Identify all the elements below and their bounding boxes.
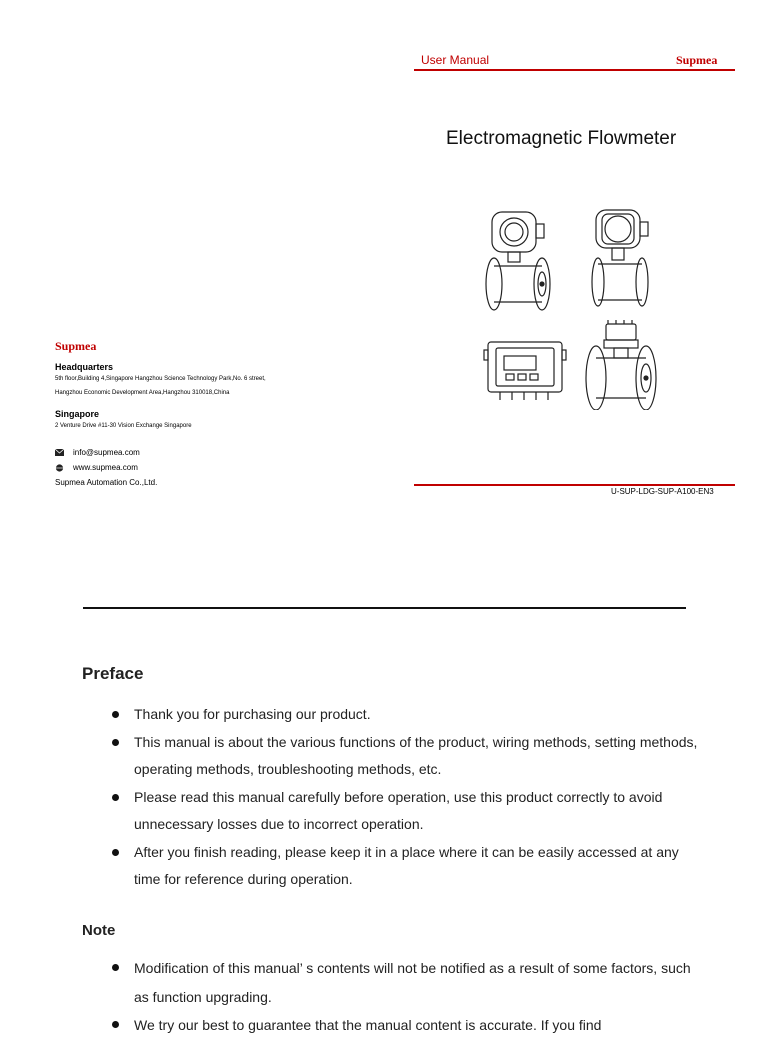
flowmeter-wallmount-converter-icon — [484, 342, 566, 400]
bullet-icon — [112, 1021, 119, 1028]
website-row — [55, 463, 138, 472]
headquarters-address-line1: 5th floor,Building 4,Singapore Hangzhou Science Technology Park,No. 6 street, — [55, 376, 266, 382]
flowmeter-split-type-icon — [586, 320, 656, 410]
list-item-text: Thank you for purchasing our product. — [134, 706, 371, 722]
mail-icon — [55, 449, 64, 456]
list-item — [110, 839, 700, 894]
product-images — [480, 200, 680, 410]
header-divider — [414, 69, 735, 71]
list-item — [110, 954, 700, 1011]
flowmeter-compact-icon — [592, 210, 648, 306]
company-name: Supmea Automation Co.,Ltd. — [55, 478, 158, 487]
headquarters-address-line2: Hangzhou Economic Development Area,Hangzhou 310018,China — [55, 390, 230, 396]
email-row — [55, 448, 140, 457]
list-item — [110, 701, 700, 729]
document-title: Electromagnetic Flowmeter — [446, 128, 677, 149]
list-item-text: This manual is about the various functions of the product, wiring methods, setting methods, operating methods, troubleshooting methods, etc. — [134, 733, 698, 777]
list-item — [110, 1011, 700, 1040]
headquarters-label: Headquarters — [55, 362, 114, 372]
bullet-icon — [112, 794, 119, 801]
website-link[interactable]: www.supmea.com — [73, 463, 138, 472]
note-heading: Note — [82, 922, 116, 939]
document-code: U-SUP-LDG-SUP-A100-EN3 — [611, 487, 714, 496]
bullet-icon — [112, 849, 119, 856]
header-manual-label: User Manual — [421, 53, 490, 67]
singapore-address: 2 Venture Drive #11-30 Vision Exchange Singapore — [55, 423, 192, 429]
list-item-text: Modification of this manual’ s contents will not be notified as a result of some factors, such as function upgrading. — [134, 960, 691, 1005]
singapore-label: Singapore — [55, 409, 100, 419]
preface-list — [110, 701, 700, 894]
flowmeter-integrated-icon — [486, 212, 550, 310]
header-brand: Supmea — [676, 53, 718, 67]
list-item — [110, 729, 700, 784]
page-top-rule — [83, 607, 686, 609]
bullet-icon — [112, 739, 119, 746]
bullet-icon — [112, 711, 119, 718]
list-item-text: Please read this manual carefully before operation, use this product correctly to avoid unnecessary losses due to incorrect operation. — [134, 788, 663, 832]
preface-heading: Preface — [82, 664, 144, 683]
globe-icon — [55, 464, 64, 472]
list-item — [110, 784, 700, 839]
doc-code-divider — [414, 484, 735, 486]
list-item-text: We try our best to guarantee that the manual content is accurate. If you find — [134, 1017, 602, 1033]
email-link[interactable]: info@supmea.com — [73, 448, 140, 457]
company-brand: Supmea — [55, 339, 97, 353]
list-item-text: After you finish reading, please keep it in a place where it can be easily accessed at any time for reference during operation. — [134, 843, 679, 887]
bullet-icon — [112, 964, 119, 971]
note-list — [110, 954, 700, 1040]
